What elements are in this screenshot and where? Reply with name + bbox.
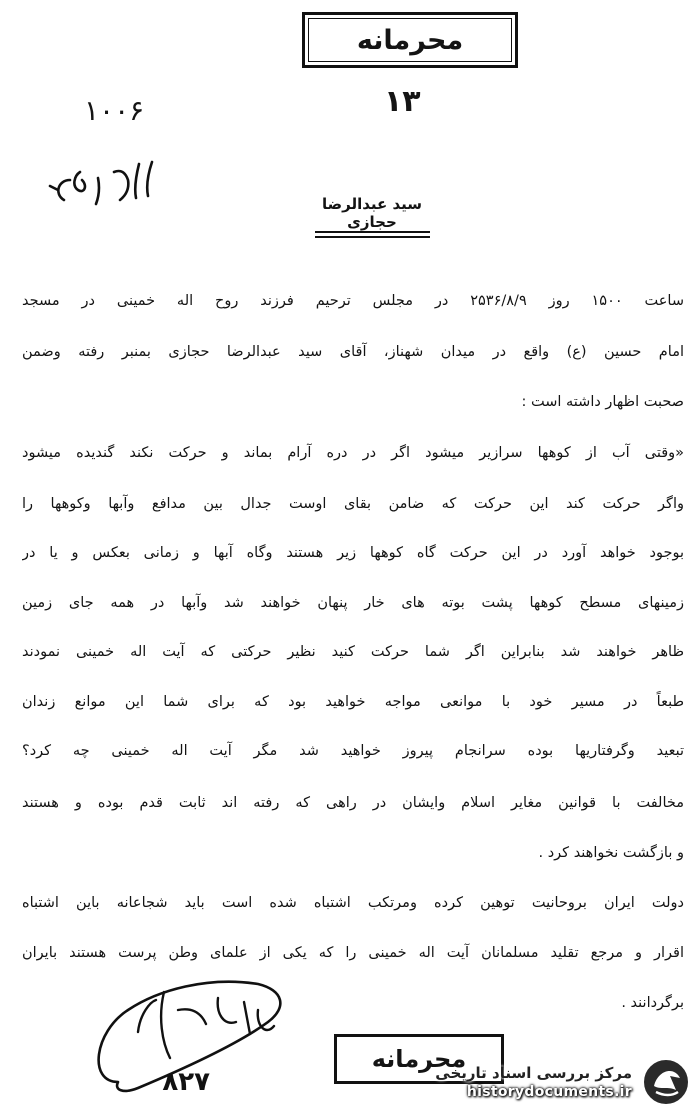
- body-line: بوجود خواهد آورد در این حرکت گاه کوهها زیر هستند وگاه آبها و زمانی بعکس و یا در: [22, 545, 684, 561]
- body-line: «وقتی آب از کوهها سرازیر میشود اگر در دره آرام بماند و حرکت نکند گندیده میشود: [22, 445, 684, 461]
- body-line: دولت ایران بروحانیت توهین کرده ومرتکب اشتباه شده است باید شجاعانه باین اشتباه: [22, 895, 684, 911]
- handwritten-date: [44, 150, 164, 210]
- body-line: اقرار و مرجع تقلید مسلمانان آیت اله خمینی را که یکی از علمای وطن پرست هستند بایران: [22, 945, 684, 961]
- body-line: ساعت ۱۵۰۰ روز ۲۵۳۶/۸/۹ در مجلس ترحیم فرزند روح اله خمینی در مسجد: [22, 293, 684, 309]
- document-number: ۱۰۰۶: [84, 94, 145, 127]
- body-line: طبعاً در مسیر خود با موانعی مواجه خواهید بود که برای شما این موانع زندان: [22, 694, 684, 710]
- subject-underline: [315, 236, 430, 238]
- body-line: و بازگشت نخواهند کرد .: [538, 845, 684, 861]
- watermark-text: [435, 1064, 632, 1100]
- signature-number: ۸۲۷: [162, 1067, 210, 1097]
- classification-stamp: [302, 12, 518, 68]
- body-line: زمینهای مسطح کوهها پشت بوته های خار پنهان خواهند شد وآبها در همه جای زمین: [22, 595, 684, 611]
- watermark-name: مرکز بررسی اسناد تاریخی: [435, 1063, 632, 1082]
- footer-classification-label: محرمانه: [371, 1045, 467, 1073]
- archive-watermark: [408, 1050, 700, 1113]
- watermark-site: historydocuments.ir: [466, 1083, 632, 1100]
- classification-label: محرمانه: [356, 24, 464, 56]
- subject-name: سید عبدالرضا حجازی: [321, 195, 423, 231]
- body-line: مخالفت با قوانین مغایر اسلام وایشان در راهی که رفته اند ثابت قدم بوده و هستند: [22, 795, 684, 811]
- archive-logo-icon: [640, 1056, 692, 1108]
- body-line: برگردانند .: [621, 995, 684, 1011]
- body-line: امام حسین (ع) واقع در میدان شهناز، آقای سید عبدالرضا حجازی بمنبر رفته وضمن: [22, 344, 684, 360]
- body-line: صحبت اظهار داشته است :: [521, 394, 684, 410]
- page-number: ۱۳: [384, 84, 421, 119]
- body-line: تبعید وگرفتاریها بوده سرانجام پیروز خواهید شد مگر آیت اله خمینی چه کرد؟: [22, 743, 684, 759]
- body-line: ظاهر خواهند شد بنابراین اگر شما حرکت کنید نظیر حرکتی که آیت اله خمینی نمودند: [22, 644, 684, 660]
- handwritten-signature: [78, 962, 308, 1112]
- body-line: واگر حرکت کند این حرکت که ضامن بقای اوست جدال بین مدافع وآبها وکوهها را: [22, 496, 684, 512]
- subject-underline: [315, 231, 430, 233]
